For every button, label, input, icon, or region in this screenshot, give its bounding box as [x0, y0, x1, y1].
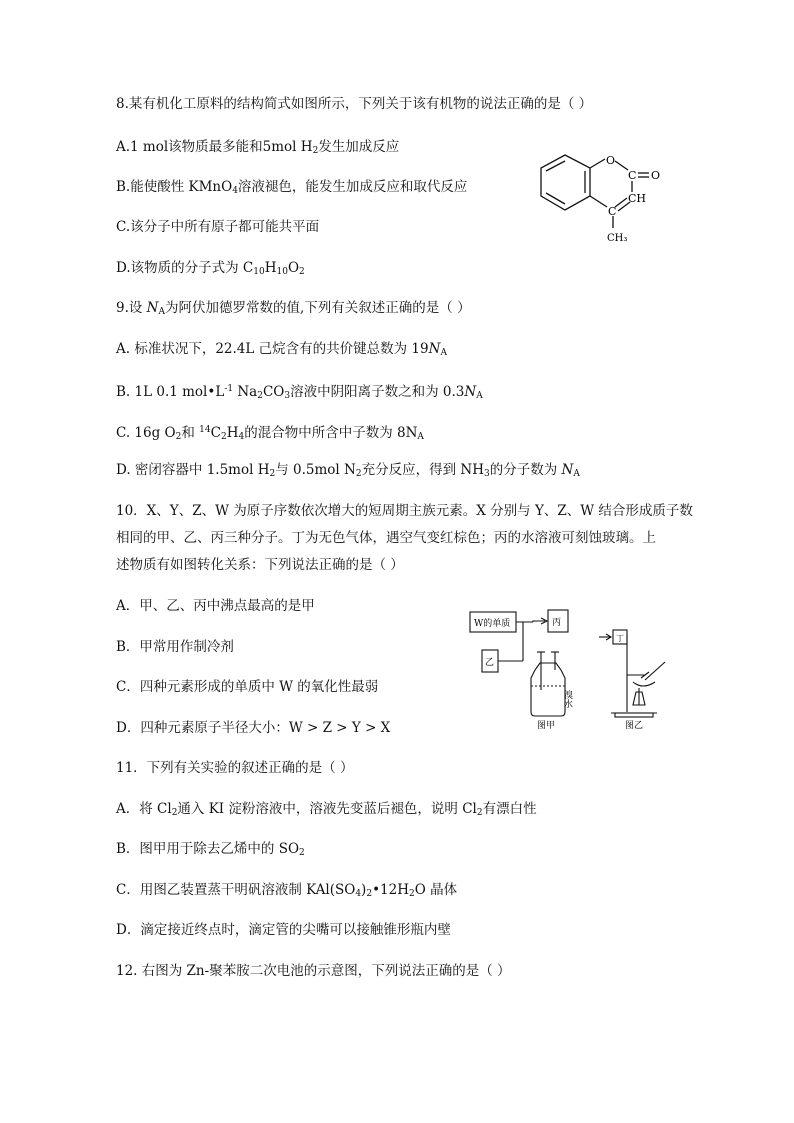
ding-box-label: 丁	[616, 634, 624, 643]
apparatus-figure	[465, 600, 677, 730]
c4-label: C	[608, 205, 617, 218]
q9-option-c: C. 16g $O_2$和 $^{14}C_2H_4$的混合物中所含中子数为 $8N_A$	[116, 425, 424, 442]
q10-option-c: C．四种元素形成的单质中 W 的氧化性最弱	[116, 679, 379, 695]
q10-option-a: A．甲、乙、丙中沸点最高的是甲	[116, 598, 315, 614]
q11-stem: 11．下列有关实验的叙述正确的是（ ）	[116, 760, 354, 776]
ch-label: CH	[628, 192, 647, 205]
q11-option-a: A．将 $Cl_2$通入 KI 淀粉溶液中，溶液先变蓝后褪色，说明 $Cl_2$有漂白性	[116, 801, 537, 818]
carbonyl-carbon-label: C	[628, 169, 637, 182]
bing-box-label: 丙	[552, 618, 562, 628]
q9-option-d: D. 密闭容器中 1.5mol $H_2$与 0.5mol $N_2$充分反应，得到 $NH_3$的分子数为 $N_A$	[116, 462, 580, 479]
q10-option-b: B．甲常用作制冷剂	[116, 639, 234, 655]
q10-stem-line-1: 10．X、Y、Z、W 为原子序数依次增大的短周期主族元素。X 分别与 Y、Z、W 结合形成质子数	[116, 503, 693, 519]
q11-option-b: B．图甲用于除去乙烯中的 $SO_2$	[116, 841, 305, 858]
q11-option-c: C．用图乙装置蒸干明矾溶液制 $KAl(SO_4)_2•12H_2O$ 晶体	[116, 882, 458, 899]
q9-stem: 9.设 $N_A$为阿伏加德罗常数的值,下列有关叙述正确的是（ ）	[116, 300, 471, 317]
q8-option-b: B.能使酸性 KMnO$_4$溶液褪色，能发生加成反应和取代反应	[116, 179, 468, 196]
q11-option-d: D．滴定接近终点时，滴定管的尖嘴可以接触锥形瓶内壁	[116, 922, 451, 938]
q8-option-a: A.1 mol该物质最多能和5mol $H_2$发生加成反应	[116, 139, 400, 156]
q8-stem: 8.某有机化工原料的结构简式如图所示，下列关于该有机物的说法正确的是（ ）	[116, 96, 593, 112]
q10-stem-line-2: 相同的甲、乙、丙三种分子。丁为无色气体，遇空气变红棕色；丙的水溶液可刻蚀玻璃。上	[116, 530, 656, 546]
figure-jia-caption: 图甲	[537, 721, 556, 730]
structure-formula-figure	[535, 150, 675, 250]
bromine-water-label: 溴水	[562, 690, 572, 708]
figure-yi-caption: 图乙	[625, 721, 644, 730]
q10-option-d: D．四种元素原子半径大小：W > Z > Y > X	[116, 720, 391, 736]
yi-box-label: 乙	[485, 658, 495, 668]
q8-option-c: C.该分子中所有原子都可能共平面	[116, 219, 320, 235]
q9-option-b: B. 1L 0.1 $mol•L^{-1}$ $Na_2CO_3$溶液中阴阳离子数之和为 $0.3N_A$	[116, 384, 483, 401]
w-element-box-label: W的单质	[474, 619, 511, 629]
q9-option-a: A. 标准状况下，22.4L 己烷含有的共价键总数为 $19N_A$	[116, 341, 447, 358]
carbonyl-oxygen-label: O	[651, 169, 661, 182]
q12-stem: 12. 右图为 Zn-聚苯胺二次电池的示意图，下列说法正确的是（ ）	[116, 963, 511, 979]
methyl-label: CH₃	[607, 233, 628, 244]
ring-oxygen-label: O	[606, 154, 616, 167]
q10-stem-line-3: 述物质有如图转化关系：下列说法正确的是（ ）	[116, 557, 404, 573]
q8-option-d: D.该物质的分子式为 $C_{10}H_{10}O_2$	[116, 260, 305, 277]
